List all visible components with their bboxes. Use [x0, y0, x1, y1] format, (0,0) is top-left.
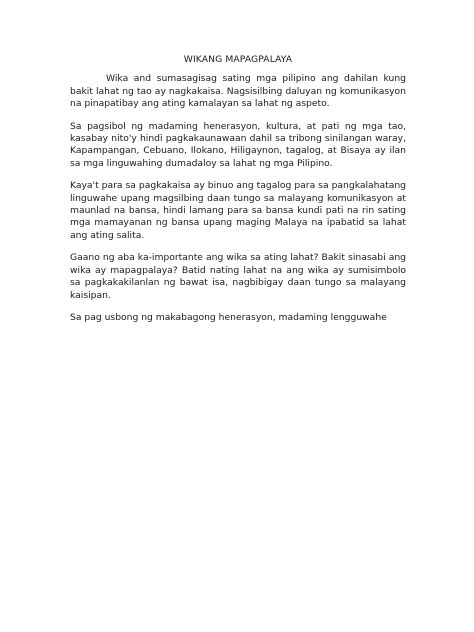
paragraph-4: Gaano ng aba ka-importante ang wika sa ating lahat? Bakit sinasabi ang wika ay mapagpalaya? Batid nating lahat na ang wika ay sumisimbolo sa pagkakakilanlan ng bawat isa, nagbibigay daan tungo sa malayang kaisipan.: [70, 252, 406, 301]
paragraph-5: Sa pag usbong ng makabagong henerasyon, madaming lengguwahe: [70, 311, 387, 323]
paragraph-2: Sa pagsibol ng madaming henerasyon, kultura, at pati ng mga tao, kasabay nito'y hindi pagkakaunawaan dahil sa tribong sinilangan waray, Kapampangan, Cebuano, Ilokano, Hiligaynon, tagalog, at Bisaya ay ilan sa mga linguwahing dumadaloy sa lahat ng mga Pilipino.: [70, 120, 406, 169]
paragraph-1: Wika and sumasagisag sating mga pilipino ang dahilan kung bakit lahat ng tao ay nagkakaisa. Nagsisilbing daluyan ng komunikasyon na pinapatibay ang ating kamalayan sa lahat ng aspeto.: [70, 73, 406, 110]
paragraph-3: Kaya't para sa pagkakaisa ay binuo ang tagalog para sa pangkalahatang linguwahe upang magsilbing daan tungo sa malayang komunikasyon at maunlad na bansa, hindi lamang para sa bansa kundi pati na rin sating mga mamayanan ng bansa upang maging Malaya na ipabatid sa lahat ang ating salita.: [70, 180, 406, 241]
document-title: WIKANG MAPAGPALAYA: [183, 54, 293, 65]
document-body: [70, 54, 406, 334]
